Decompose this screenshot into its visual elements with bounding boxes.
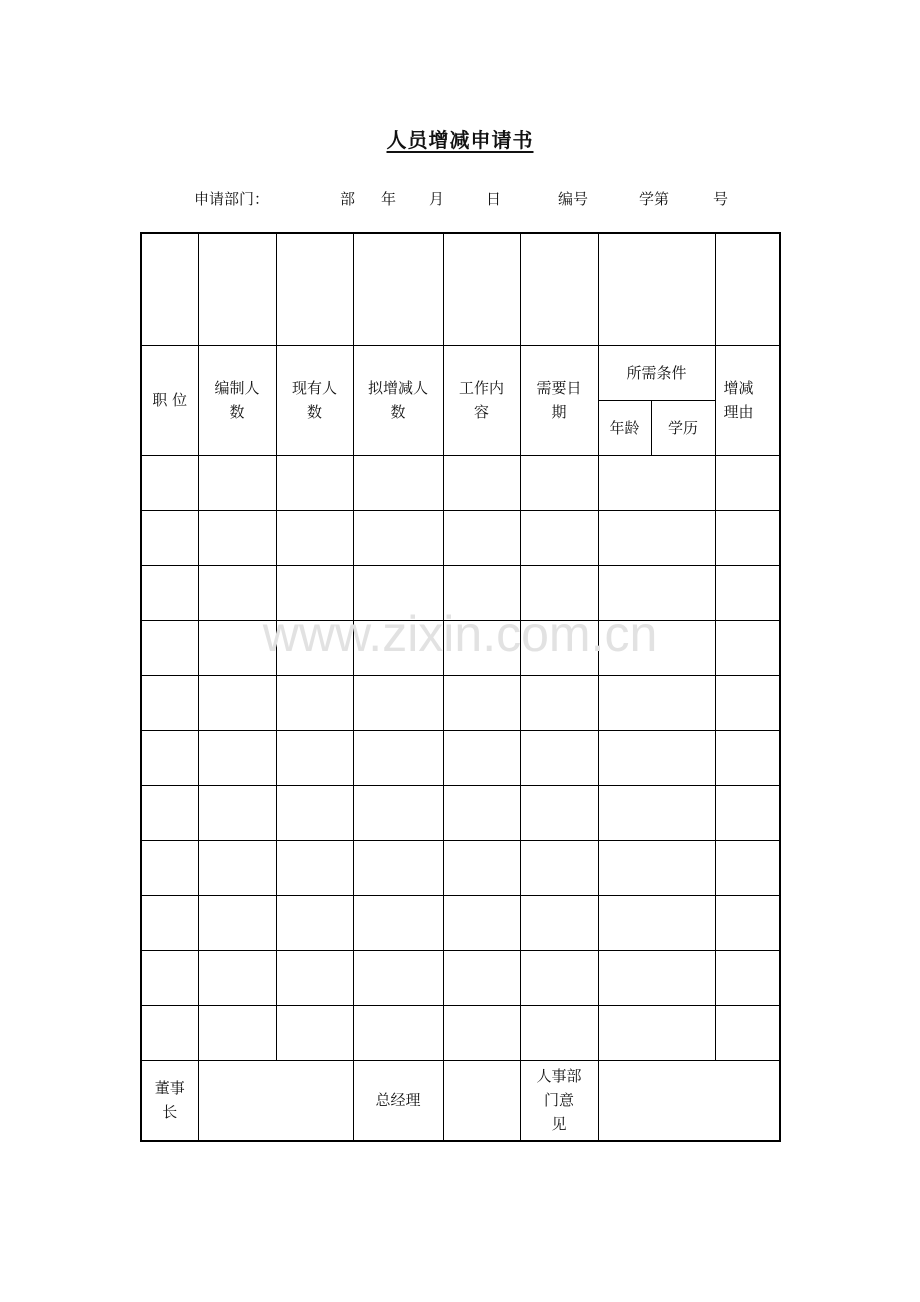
planned-count-cell[interactable] bbox=[198, 620, 276, 675]
proposed-change-cell[interactable] bbox=[353, 565, 443, 620]
required-date-cell[interactable] bbox=[520, 895, 598, 950]
blank-cell[interactable] bbox=[276, 233, 353, 345]
data-row bbox=[141, 840, 780, 895]
proposed-change-cell[interactable] bbox=[353, 950, 443, 1005]
header-planned-count: 编制人 数 bbox=[198, 345, 276, 455]
number-suffix: 号 bbox=[713, 190, 729, 208]
data-row bbox=[141, 675, 780, 730]
planned-count-cell[interactable] bbox=[198, 565, 276, 620]
requirements-cell[interactable] bbox=[598, 730, 715, 785]
current-count-cell[interactable] bbox=[276, 455, 353, 510]
work-content-cell[interactable] bbox=[443, 675, 520, 730]
required-date-cell[interactable] bbox=[520, 455, 598, 510]
reason-cell[interactable] bbox=[715, 895, 780, 950]
reason-cell[interactable] bbox=[715, 950, 780, 1005]
header-row bbox=[141, 345, 780, 400]
planned-count-cell[interactable] bbox=[198, 510, 276, 565]
position-cell[interactable] bbox=[141, 950, 198, 1005]
blank-cell[interactable] bbox=[198, 233, 276, 345]
blank-cell[interactable] bbox=[141, 233, 198, 345]
header-work-content: 工作内 容 bbox=[443, 345, 520, 455]
position-cell[interactable] bbox=[141, 620, 198, 675]
reason-cell[interactable] bbox=[715, 1005, 780, 1060]
work-content-cell[interactable] bbox=[443, 895, 520, 950]
number-prefix: 学第 bbox=[639, 190, 670, 208]
required-date-cell[interactable] bbox=[520, 675, 598, 730]
required-date-cell[interactable] bbox=[520, 565, 598, 620]
requirements-cell[interactable] bbox=[598, 620, 715, 675]
planned-count-cell[interactable] bbox=[198, 895, 276, 950]
chairman-signature-cell[interactable] bbox=[198, 1060, 353, 1141]
required-date-cell[interactable] bbox=[520, 730, 598, 785]
header-required-date: 需要日 期 bbox=[520, 345, 598, 455]
header-proposed-change: 拟增减人 数 bbox=[353, 345, 443, 455]
data-row bbox=[141, 950, 780, 1005]
blank-cell[interactable] bbox=[520, 233, 598, 345]
proposed-change-cell[interactable] bbox=[353, 510, 443, 565]
proposed-change-cell[interactable] bbox=[353, 895, 443, 950]
work-content-cell[interactable] bbox=[443, 730, 520, 785]
header-requirements: 所需条件 bbox=[598, 345, 715, 400]
requirements-cell[interactable] bbox=[598, 565, 715, 620]
current-count-cell[interactable] bbox=[276, 675, 353, 730]
document-title: 人员增减申请书 bbox=[386, 128, 534, 152]
proposed-change-cell[interactable] bbox=[353, 455, 443, 510]
proposed-change-cell[interactable] bbox=[353, 620, 443, 675]
reason-cell[interactable] bbox=[715, 620, 780, 675]
reason-cell[interactable] bbox=[715, 730, 780, 785]
position-cell[interactable] bbox=[141, 895, 198, 950]
planned-count-cell[interactable] bbox=[198, 730, 276, 785]
application-table bbox=[140, 232, 781, 1142]
reason-cell[interactable] bbox=[715, 455, 780, 510]
current-count-cell[interactable] bbox=[276, 895, 353, 950]
planned-count-cell[interactable] bbox=[198, 840, 276, 895]
header-position: 职 位 bbox=[141, 345, 198, 455]
required-date-cell[interactable] bbox=[520, 785, 598, 840]
data-row bbox=[141, 785, 780, 840]
position-cell[interactable] bbox=[141, 730, 198, 785]
work-content-cell[interactable] bbox=[443, 620, 520, 675]
dept-label: 申请部门： bbox=[194, 190, 270, 208]
header-reason: 增减 理由 bbox=[715, 345, 780, 455]
requirements-cell[interactable] bbox=[598, 785, 715, 840]
blank-top-row bbox=[141, 233, 780, 345]
required-date-cell[interactable] bbox=[520, 840, 598, 895]
hr-opinion-label: 人事部 门意 见 bbox=[520, 1060, 598, 1141]
year-label: 年 bbox=[381, 190, 397, 208]
planned-count-cell[interactable] bbox=[198, 1005, 276, 1060]
general-manager-label: 总经理 bbox=[353, 1060, 443, 1141]
hr-opinion-cell[interactable] bbox=[598, 1060, 780, 1141]
proposed-change-cell[interactable] bbox=[353, 675, 443, 730]
reason-cell[interactable] bbox=[715, 565, 780, 620]
data-row bbox=[141, 510, 780, 565]
planned-count-cell[interactable] bbox=[198, 950, 276, 1005]
work-content-cell[interactable] bbox=[443, 840, 520, 895]
planned-count-cell[interactable] bbox=[198, 455, 276, 510]
current-count-cell[interactable] bbox=[276, 840, 353, 895]
reason-cell[interactable] bbox=[715, 785, 780, 840]
work-content-cell[interactable] bbox=[443, 565, 520, 620]
blank-cell[interactable] bbox=[353, 233, 443, 345]
watermark: www.zixin.com.cn bbox=[262, 606, 658, 662]
data-row bbox=[141, 895, 780, 950]
requirements-cell[interactable] bbox=[598, 950, 715, 1005]
planned-count-cell[interactable] bbox=[198, 785, 276, 840]
requirements-cell[interactable] bbox=[598, 675, 715, 730]
proposed-change-cell[interactable] bbox=[353, 1005, 443, 1060]
required-date-cell[interactable] bbox=[520, 950, 598, 1005]
blank-cell[interactable] bbox=[443, 233, 520, 345]
position-cell[interactable] bbox=[141, 675, 198, 730]
reason-cell[interactable] bbox=[715, 675, 780, 730]
header-age: 年龄 bbox=[598, 400, 651, 455]
data-row bbox=[141, 455, 780, 510]
requirements-cell[interactable] bbox=[598, 510, 715, 565]
signature-row bbox=[141, 1060, 780, 1141]
work-content-cell[interactable] bbox=[443, 1005, 520, 1060]
position-cell[interactable] bbox=[141, 565, 198, 620]
header-current-count: 现有人 数 bbox=[276, 345, 353, 455]
header-education: 学历 bbox=[651, 400, 715, 455]
position-cell[interactable] bbox=[141, 455, 198, 510]
data-row bbox=[141, 730, 780, 785]
requirements-cell[interactable] bbox=[598, 1005, 715, 1060]
required-date-cell[interactable] bbox=[520, 510, 598, 565]
data-row bbox=[141, 1005, 780, 1060]
proposed-change-cell[interactable] bbox=[353, 840, 443, 895]
data-row bbox=[141, 620, 780, 675]
chairman-label: 董事 长 bbox=[141, 1060, 198, 1141]
proposed-change-cell[interactable] bbox=[353, 785, 443, 840]
position-cell[interactable] bbox=[141, 785, 198, 840]
position-cell[interactable] bbox=[141, 510, 198, 565]
data-row bbox=[141, 565, 780, 620]
work-content-cell[interactable] bbox=[443, 510, 520, 565]
planned-count-cell[interactable] bbox=[198, 675, 276, 730]
current-count-cell[interactable] bbox=[276, 730, 353, 785]
proposed-change-cell[interactable] bbox=[353, 730, 443, 785]
current-count-cell[interactable] bbox=[276, 510, 353, 565]
current-count-cell[interactable] bbox=[276, 565, 353, 620]
position-cell[interactable] bbox=[141, 1005, 198, 1060]
current-count-cell[interactable] bbox=[276, 785, 353, 840]
requirements-cell[interactable] bbox=[598, 455, 715, 510]
work-content-cell[interactable] bbox=[443, 950, 520, 1005]
required-date-cell[interactable] bbox=[520, 620, 598, 675]
general-manager-signature-cell[interactable] bbox=[443, 1060, 520, 1141]
current-count-cell[interactable] bbox=[276, 950, 353, 1005]
current-count-cell[interactable] bbox=[276, 1005, 353, 1060]
day-label: 日 bbox=[486, 190, 502, 208]
requirements-cell[interactable] bbox=[598, 895, 715, 950]
dept-suffix: 部 bbox=[340, 190, 356, 208]
blank-cell[interactable] bbox=[598, 233, 715, 345]
requirements-cell[interactable] bbox=[598, 840, 715, 895]
current-count-cell[interactable] bbox=[276, 620, 353, 675]
number-label: 编号 bbox=[558, 190, 589, 208]
month-label: 月 bbox=[429, 190, 445, 208]
work-content-cell[interactable] bbox=[443, 785, 520, 840]
required-date-cell[interactable] bbox=[520, 1005, 598, 1060]
reason-cell[interactable] bbox=[715, 840, 780, 895]
work-content-cell[interactable] bbox=[443, 455, 520, 510]
blank-cell[interactable] bbox=[715, 233, 780, 345]
position-cell[interactable] bbox=[141, 840, 198, 895]
reason-cell[interactable] bbox=[715, 510, 780, 565]
